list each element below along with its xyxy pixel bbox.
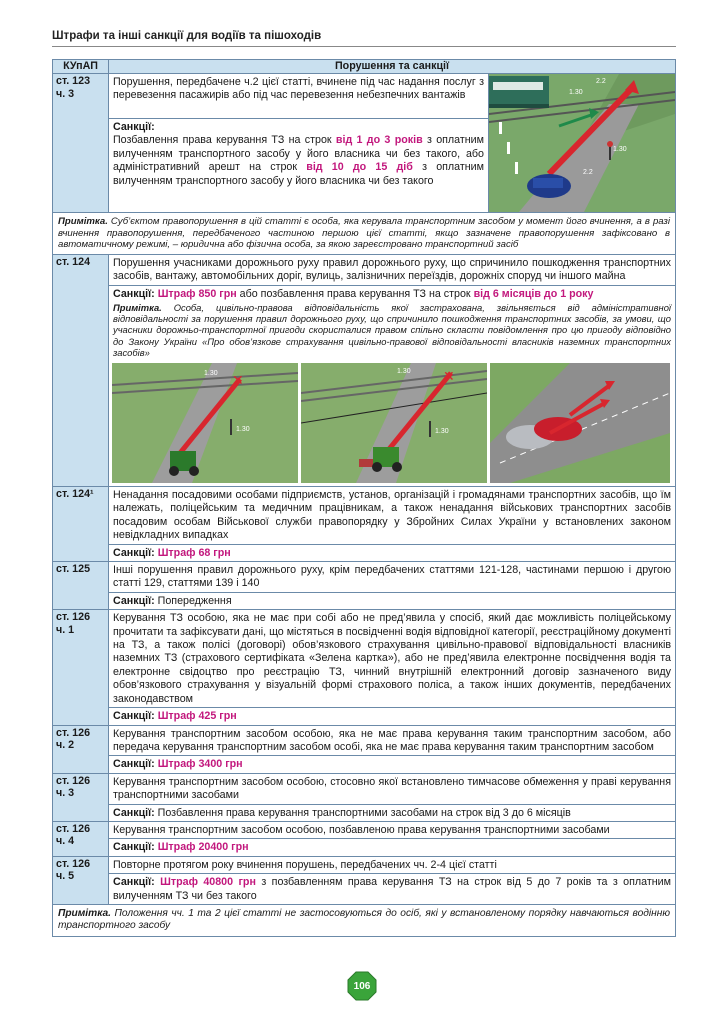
sanction-label: Санкції: [113, 806, 155, 819]
sanction-text: з позбавленням права керування ТЗ на строк від 5 до 7 років та з оплатним вилученням ТЗ чи без такого [113, 876, 671, 902]
sanction-highlight: від 6 місяців до 1 року [473, 287, 594, 300]
table-row [53, 562, 675, 610]
article-cell: ст. 124¹ [53, 487, 109, 561]
sanction-highlight: від 10 до 15 діб [306, 161, 413, 174]
table-row [53, 726, 675, 774]
sanction-highlight: Штраф 68 грн [157, 546, 231, 559]
subnote [109, 302, 675, 360]
sanction-text: з оплатним вилученням транспортного засобу у його власника чи без такого [113, 161, 484, 187]
article-cell: ст. 123 ч. 3 [53, 74, 109, 212]
tractor-crossing-illustration [112, 363, 298, 483]
sign-label: 1.30 [613, 146, 627, 153]
sanction-text: з оплатним вилученням транспортного засобу у його власника чи без такого, або адміністративний арешт на строк [113, 134, 484, 174]
illustration-strip [109, 360, 675, 486]
sanction-highlight: Штраф 3400 грн [157, 758, 243, 771]
sanction-cell [109, 838, 675, 855]
sign-label: 1.30 [204, 370, 218, 378]
sanction-text: або позбавлення права керування ТЗ на строк [236, 287, 474, 300]
table-row [53, 487, 675, 562]
collision-illustration [490, 363, 670, 483]
svg-text:✕: ✕ [232, 372, 244, 389]
table-row [53, 255, 675, 487]
sanctions-table [52, 59, 676, 937]
article-cell: ст. 126 ч. 5 [53, 857, 109, 904]
sign-label: 1.30 [397, 368, 411, 376]
sanction-label: Санкції: [113, 287, 155, 300]
sanction-cell [109, 544, 675, 561]
sanction-text: Позбавлення права керування транспортними засобами на строк від 3 до 6 місяців [154, 806, 571, 819]
violation-text: Порушення, передбачене ч.2 цієї статті, вчинене під час надання послуг з перевезення пасажирів або під час перевезення небезпечних вантажів [113, 76, 484, 102]
sanction-label: Санкції: [113, 121, 155, 133]
sanction-label: Санкції: [113, 758, 155, 771]
sanction-text: Позбавлення права керування ТЗ на строк [113, 134, 336, 147]
violation-text: Керування транспортним засобом особою, позбавленою права керування транспортними засобами [113, 823, 610, 836]
note-text: Особа, цивільно-правова відповідальність якої застрахована, звільняється від адміністративної відповідальності за порушення правил дорожнього руху, що спричинило пошкодження транспортних засобів, за умови, що учасники дорожньо-транспортної пригоди скористалися правом спільно скласти повідомлення про цю пригоду відповідно до Закону України «Про обов’язкове страхування цивільно-правової відповідальності власників наземних транспортних засобів» [113, 302, 671, 358]
table-row [53, 610, 675, 725]
sanction-cell [109, 592, 675, 609]
sanction-cell [109, 707, 675, 724]
note-row [53, 905, 675, 936]
sign-label: 2.2 [583, 169, 593, 176]
sanction-highlight: Штраф 425 грн [157, 710, 237, 723]
sign-label: 1.30 [435, 428, 449, 436]
svg-text:✕: ✕ [443, 368, 455, 385]
table-row [53, 74, 675, 213]
article-cell: ст. 126 ч. 2 [53, 726, 109, 773]
page-number: 106 [353, 981, 371, 992]
sign-label: 2.2 [596, 78, 606, 85]
sanction-cell [109, 804, 675, 821]
violation-text: Керування транспортним засобом особою, яка не має права керування таким транспортним засобом, або передача керування транспортним засобом особі, яка не має права керування таким транспортним засобом [113, 727, 671, 753]
note-row [53, 213, 675, 255]
column-header-violation: Порушення та санкції [334, 60, 450, 72]
table-header [53, 60, 675, 74]
violation-text: Ненадання посадовими особами підприємств, установ, організацій і громадянами транспортних засобів, що їм належать, поліцейським та медичним працівникам, а також ненадання військових транспортних засобів посадовим особам Військової служби правопорядку у Збройних Силах України у встановлених законом невідкладних випадках [113, 489, 671, 542]
tractor-cable-illustration [301, 363, 487, 483]
article-cell: ст. 126 ч. 1 [53, 610, 109, 724]
sanction-cell [109, 118, 488, 212]
violation-text: Порушення учасниками дорожнього руху правил дорожнього руху, що спричинило пошкодження транспортних засобів, вантажу, автомобільних доріг, вулиць, залізничних переїздів, дорожніх споруд чи іншого майна [113, 256, 671, 283]
sanction-highlight: від 1 до 3 років [335, 134, 423, 147]
sanction-cell [109, 755, 675, 772]
article-cell: ст. 126 ч. 4 [53, 822, 109, 856]
violation-text: Керування ТЗ особою, яка не має при собі або не пред’явила у спосіб, який дає можливість поліцейському прочитати та зафіксувати дані, що містяться в посвідченні водія відповідної категорії, реєстраційному документі на ТЗ, а також полісі (договорі) обов’язкового страхування цивільно-правової відповідальності власників наземних ТЗ (страхового сертифіката «Зелена картка»), або не пред’явила електронне посвідчення водія та електронне свідоцтво про реєстрацію ТЗ, чинний внутрішній електронний договір зазначеного виду обов’язкового страхування у візуальній формі страхового поліса, а також інших документів, передбачених законодавством [113, 612, 671, 705]
violation-text: Керування транспортним засобом особою, стосовно якої встановлено тимчасове обмеження у праві керування транспортними засобами [113, 775, 671, 802]
railway-crossing-illustration [489, 74, 675, 212]
sanction-highlight: Штраф 20400 грн [157, 841, 249, 854]
sanction-text: Попередження [154, 594, 232, 607]
note-label: Примітка. [58, 907, 111, 919]
article-cell: ст. 124 [53, 255, 109, 486]
violation-text: Повторне протягом року вчинення порушень, передбачених чч. 2-4 цієї статті [113, 858, 497, 871]
sign-label: 1.30 [236, 426, 250, 434]
header-rule [52, 46, 676, 47]
sanction-label: Санкції: [113, 841, 155, 854]
sanction-label: Санкції: [113, 546, 155, 559]
note-label: Примітка. [113, 302, 162, 313]
article-cell: ст. 125 [53, 562, 109, 609]
sanction-label: Санкції: [113, 876, 155, 889]
table-row [53, 774, 675, 822]
note-label: Примітка. [58, 216, 108, 227]
sign-label: 1.30 [569, 89, 583, 96]
article-cell: ст. 126 ч. 3 [53, 774, 109, 821]
sanction-label: Санкції: [113, 594, 155, 607]
note-text: Положення чч. 1 та 2 цієї статті не застосовуються до осіб, які у встановленому порядку навчаються водінню транспортного засобу [58, 907, 670, 932]
note-text: Суб’єктом правопорушення в цій статті є особа, яка керувала транспортним засобом у момент його вчинення, а в разі вчинення правопорушення, передбаченого частиною першою цієї статті, якщо зазначене правопорушення зафіксовано в автоматичному режимі, – юридична або фізична особа, за якою зареєстровано транспортний засіб [58, 216, 670, 251]
running-title: Штрафи та інші санкції для водіїв та пішоходів [52, 30, 322, 42]
table-row [53, 857, 675, 905]
violation-text: Інші порушення правил дорожнього руху, крім передбачених статтями 121-128, частинами першою і другою статті 129, статтями 139 і 140 [113, 564, 671, 590]
sanction-label: Санкції: [113, 710, 155, 723]
sanction-highlight: Штраф 850 грн [157, 287, 237, 300]
column-header-article: КУпАП [53, 60, 109, 73]
sanction-highlight: Штраф 40800 грн [160, 876, 256, 889]
sanction-cell [109, 285, 675, 302]
table-row [53, 822, 675, 857]
sanction-cell [109, 873, 675, 904]
